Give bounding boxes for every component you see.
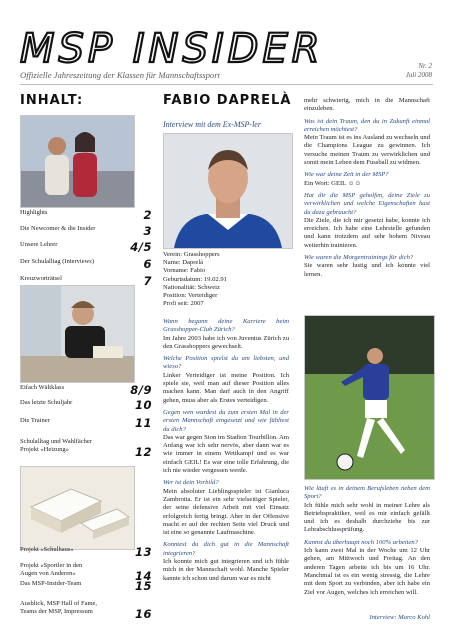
answer: Mein absoluter Lieblingsspieler ist Gianluca Zambrotta. Er ist ein sehr vielseitiger Spieler, der seine defensive Arbeit mit viel Einsatz erfolgreich fertig bringt. Aber in der Offensive macht er auf der rechten Seite viel Druck und ist eine so genannte Laufmaschine. xyxy=(163,487,289,537)
qa-block xyxy=(304,192,430,250)
fact-line: Name: Daprelà xyxy=(163,259,204,267)
interview-text-right-bottom xyxy=(304,485,430,601)
fact-line: Profi seit: 2007 xyxy=(163,300,204,308)
qa-block xyxy=(163,355,289,405)
toc-item xyxy=(20,398,152,412)
toc-item xyxy=(20,257,152,271)
toc-item-page: 12 xyxy=(134,445,152,459)
toc-item-page: 10 xyxy=(134,398,152,412)
toc-item-page: 6 xyxy=(143,257,152,271)
question: Wann begann deine Karriere beim Grasshopper-Club Zürich? xyxy=(163,318,289,334)
qa-block xyxy=(163,479,289,537)
qa-block xyxy=(304,254,430,279)
header-divider xyxy=(20,84,433,85)
toc-item-label: Projekt «Sportler in den Augen von Anderen» xyxy=(20,562,83,577)
toc-item-label: Die Newcomer & die Insider xyxy=(20,225,96,232)
masthead-logo xyxy=(18,24,348,70)
fact-line: Nationalität: Schweiz xyxy=(163,283,220,291)
toc-item-page: 3 xyxy=(143,224,152,238)
toc-item xyxy=(20,579,152,593)
question: Welche Position spielst du am liebsten, und wieso? xyxy=(163,355,289,371)
toc-item-label: Die Trainer xyxy=(20,417,50,424)
toc-item-page: 16 xyxy=(134,607,152,621)
toc-item-label: Eifach Wältklass xyxy=(20,384,65,391)
question: Gegen wen wurdest du zum ersten Mal in der ersten Mannschaft eingesetzt und wie fühltest du dich? xyxy=(163,408,289,433)
toc-item-page: 14 xyxy=(134,569,152,583)
toc-item-label: Projekt «Schulhaus» xyxy=(20,546,74,553)
fact-line: Geburtsdatum: 19.02.91 xyxy=(163,275,227,283)
toc-item xyxy=(20,416,152,430)
toc-item-page: 2 xyxy=(143,208,152,222)
photo-student-chess xyxy=(20,285,135,383)
qa-block xyxy=(163,318,289,351)
qa-block xyxy=(163,409,289,475)
fact-line: Position: Verteidiger xyxy=(163,292,218,300)
answer: Linker Verteidiger ist meine Position. Ich spiele sie, weil man auf dieser Position alles machen kann. Man darf auch in den Angriff gehen, muss aber als Erstes verteidigen. xyxy=(163,371,289,404)
answer: Im Jahre 2003 habe ich von Juventus Zürich zu den Grasshoppers gewechselt. xyxy=(163,334,289,350)
qa-block xyxy=(304,485,430,535)
toc-item xyxy=(20,240,152,254)
toc-item xyxy=(20,383,152,397)
toc-item-page: 11 xyxy=(134,416,152,430)
toc-item-page: 7 xyxy=(143,274,152,288)
photo-school-model xyxy=(20,466,135,550)
toc-item-label: Das MSP-Insider-Team xyxy=(20,580,82,587)
question: Was ist dein Traum, den du in Zukunft einmal erreichen möchtest? xyxy=(304,117,430,133)
question: Hat dir die MSP geholfen, deine Ziele zu verwirklichen und welche Eigenschaften hast du dazu gebraucht? xyxy=(304,191,430,216)
feature-title: FABIO DAPRELÀ xyxy=(163,93,292,108)
fact-line: Vorname: Fabio xyxy=(163,267,206,275)
answer: Ich fühle mich sehr wohl in meiner Lehre als Betriebspraktiker, weil es mir einfach gefällt und ich es deshalb durchziehe bis zur Lehrabschlussprüfung. xyxy=(304,501,430,534)
qa-block xyxy=(304,118,430,168)
qa-block xyxy=(304,97,430,114)
question: Wie läuft es in deinem Berufsleben neben dem Sport? xyxy=(304,485,430,501)
toc-item-label: Schulalltag und Wahlfächer Projekt «Heizung» xyxy=(20,438,92,453)
photo-students xyxy=(20,115,135,208)
photo-fabio-playing xyxy=(304,315,435,480)
answer: Ich kann zwei Mal in der Woche um 12 Uhr gehen, am Mittwoch und Freitag. An den anderen Tagen arbeite ich bis um 16 Uhr. Manchmal ist es ein wenig stressig, die Lehre mit dem Sport zu verbinden, aber ich habe ein Ziel vor Augen, welches ich erreichen will. xyxy=(304,547,430,596)
answer: Ich konnte mich gut integrieren und ich fühle mich in der Mannschaft wohl. Manche Spieler kannte ich schon und darum war es nicht xyxy=(163,558,289,582)
toc-item-page: 13 xyxy=(134,545,152,559)
toc-item-page: 15 xyxy=(134,579,152,593)
qa-block xyxy=(304,171,430,188)
feature-intro: Interview mit dem Ex-MSP-ler xyxy=(163,120,261,129)
qa-block xyxy=(163,541,289,582)
question: Konntest du dich gut in die Mannschaft integrieren? xyxy=(163,541,289,557)
question: Wer ist dein Vorbild? xyxy=(163,479,219,487)
toc-item-label: Kreuzworträtsel xyxy=(20,275,62,282)
toc-item xyxy=(20,545,152,559)
toc-item-label: Das letzte Schuljahr xyxy=(20,399,73,406)
masthead xyxy=(18,24,348,70)
toc-item-label: Der Schulalltag (Interviews) xyxy=(20,258,95,265)
question: Kannst du überhaupt noch 100% arbeiten? xyxy=(304,538,418,546)
toc-item xyxy=(20,208,152,222)
fact-line: Verein: Grasshoppers xyxy=(163,251,220,258)
answer: Mein Traum ist es ins Ausland zu wechseln und die Champions League zu gewinnen. Ich versuche meinen Traum zu verwirklichen und somit mein Leben dem Fussball zu widmen. xyxy=(304,134,431,167)
photo-fabio-portrait xyxy=(163,133,293,249)
question: Wie war deine Zeit in der MSP? xyxy=(304,171,389,179)
toc-item-label: Highlights xyxy=(20,209,48,216)
toc-item xyxy=(20,438,152,459)
toc-title: INHALT: xyxy=(20,93,84,108)
toc-item-page: 8/9 xyxy=(130,383,152,397)
masthead-text: MSP INSIDER xyxy=(20,26,324,70)
answer: Die Ziele, die ich mir gesetzt habe, konnte ich erreichen. Ich habe eine Lehrstelle gefunden und kann trotzdem auf sehr hohem Niveau weiterhin trainieren. xyxy=(304,216,430,249)
question: Wie waren die Morgentrainings für dich? xyxy=(304,254,414,262)
issue-info xyxy=(406,62,432,80)
toc-item-page: 4/5 xyxy=(130,240,152,254)
toc-item-label: Unsere Lehrer xyxy=(20,241,58,248)
interview-text-right xyxy=(304,97,430,283)
answer: mehr schwierig, mich in die Mannschaft einzuleben. xyxy=(304,97,430,113)
interview-text-middle xyxy=(163,318,289,587)
toc-item xyxy=(20,562,152,583)
toc-item-label: Ausblick, MSP Hall of Fame, Teams der MSP, Impressum xyxy=(20,600,98,615)
toc-item xyxy=(20,600,152,621)
answer: Das war gegen Sion im Stadion Tourbillon. Am Anfang war ich sehr nervös, aber dann war es wie immer in einem Wettkampf und es war einfach GEIL! Es war eine tolle Erfahrung, die ich nie wieder vergessen werde. xyxy=(163,433,289,475)
masthead-subtitle: Offizielle Jahreszeitung der Klassen für Mannschaftssport xyxy=(20,70,220,80)
answer: Ein Wort: GEIL ☺☺ xyxy=(304,179,362,187)
answer: Sie waren sehr lustig und ich konnte viel lernen. xyxy=(304,262,430,278)
feature-facts xyxy=(163,251,291,308)
toc-item xyxy=(20,224,152,238)
qa-block xyxy=(304,539,430,597)
issue-date: Juli 2008 xyxy=(405,71,432,79)
issue-number: Nr. 2 xyxy=(418,62,432,70)
interview-credit: Interview: Marco Kohl xyxy=(369,614,430,621)
toc-item xyxy=(20,274,152,288)
